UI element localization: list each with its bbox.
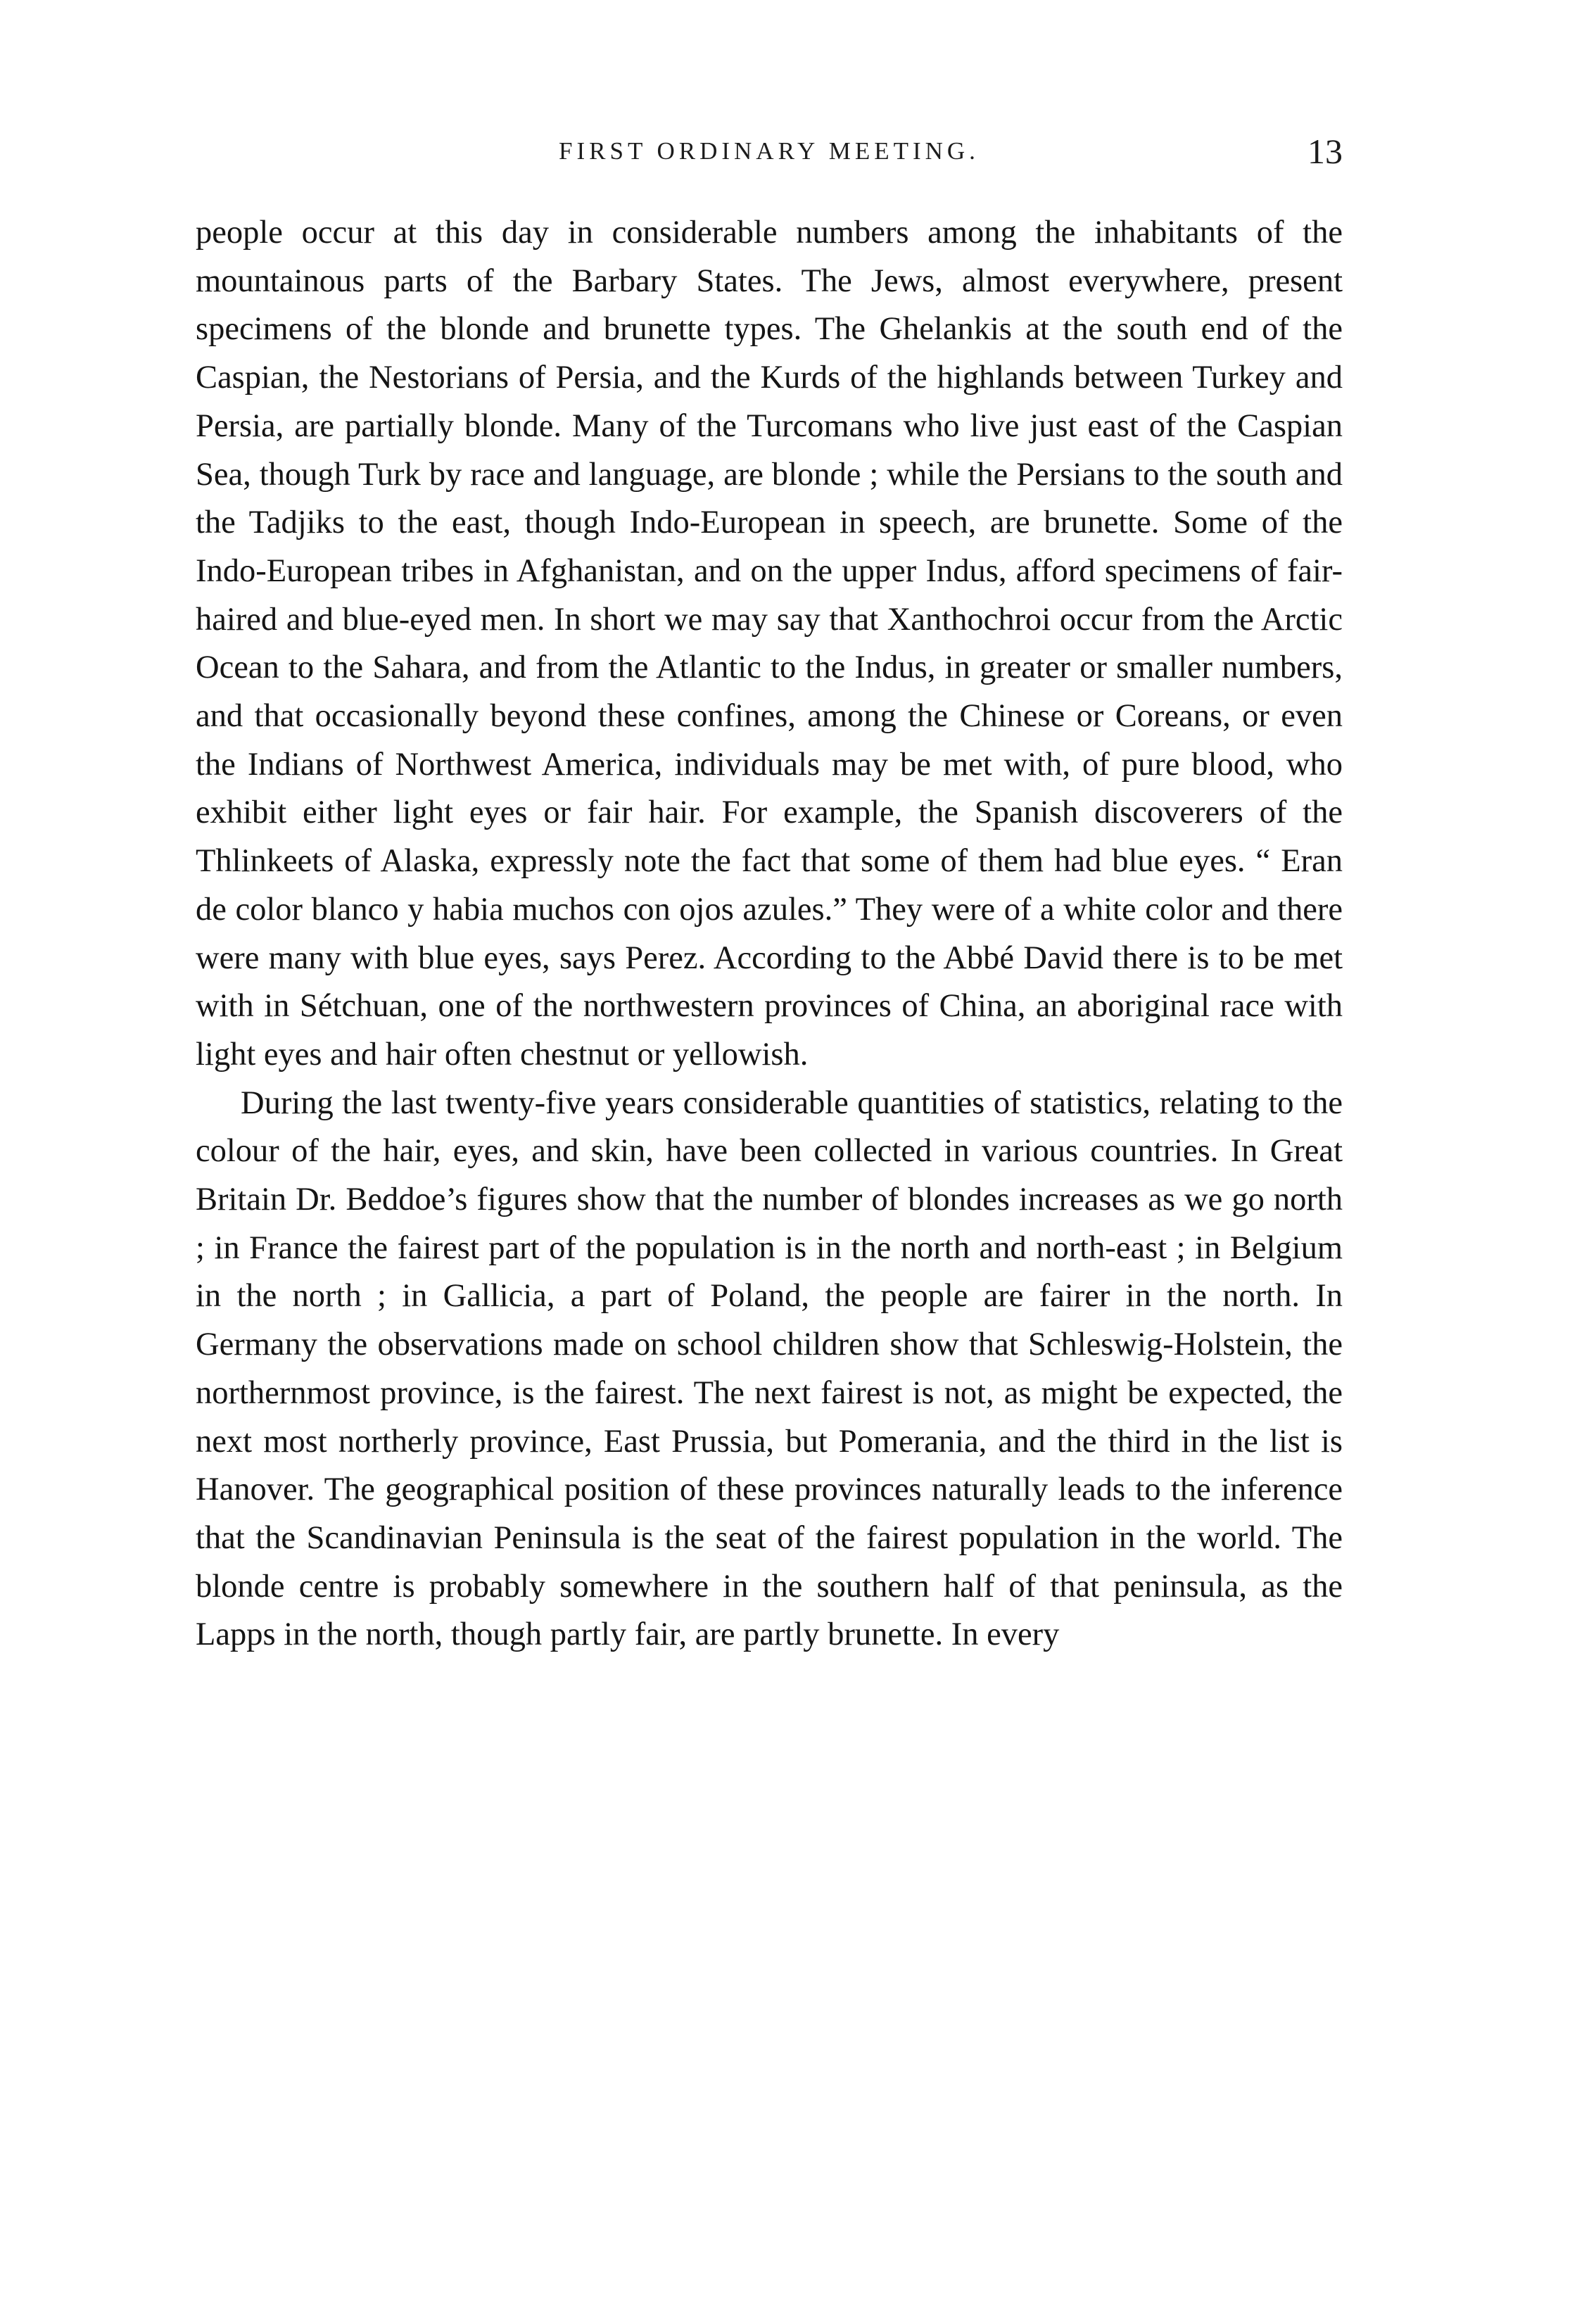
paragraph-continued: people occur at this day in considerable numbers among the inhabitants of the mountainous parts of the Barbary States. The Jews, almost everywhere, present specimens of the blonde and brunette types. The Ghelankis at the south end of the Caspian, the Nestorians of Persia, and the Kurds of the highlands between Turkey and Persia, are partially blonde. Many of the Turcomans who live just east of the Caspian Sea, though Turk by race and language, are blonde ; while the Persians to the south and the Tadjiks to the east, though Indo-European in speech, are brunette. Some of the Indo-European tribes in Afghanistan, and on the upper Indus, afford specimens of fair-haired and blue-eyed men. In short we may say that Xanthochroi occur from the Arctic Ocean to the Sahara, and from the Atlantic to the Indus, in greater or smaller numbers, and that occasionally beyond these confines, among the Chinese or Coreans, or even the Indians of Northwest America, individuals may be met with, of pure blood, who exhibit either light eyes or fair hair. For example, the Spanish discoverers of the Thlinkeets of Alaska, expressly note the fact that some of them had blue eyes. “ Eran de color blanco y habia muchos con ojos azules.” They were of a white color and there were many with blue eyes, says Perez. According to the Abbé David there is to be met with in Sétchuan, one of the northwestern provinces of China, an aboriginal race with light eyes and hair often chestnut or yellowish.	[196, 215, 1343, 1073]
running-head: FIRST ORDINARY MEETING.	[559, 137, 980, 165]
paragraph-statistics: During the last twenty-five years considerable quantities of statistics, relating to the colour of the hair, eyes, and skin, have been collected in various countries. In Great Britain Dr. Beddoe’s figures show that the number of blondes increases as we go north ; in France the fairest part of the population is in the north and north-east ; in Belgium in the north ; in Gallicia, a part of Poland, the people are fairer in the north. In Germany the observations made on school children show that Schleswig-Holstein, the northernmost province, is the fairest. The next fairest is not, as might be expected, the next most northerly province, East Prussia, but Pomerania, and the third in the list is Hanover. The geographical position of these provinces naturally leads to the inference that the Scandinavian Peninsula is the seat of the fairest population in the world. The blonde centre is probably somewhere in the southern half of that peninsula, as the Lapps in the north, though partly fair, are partly brunette. In every	[196, 1084, 1343, 1653]
page-header	[196, 127, 1343, 176]
page-number: 13	[1307, 132, 1343, 171]
body-text	[196, 209, 1343, 1659]
